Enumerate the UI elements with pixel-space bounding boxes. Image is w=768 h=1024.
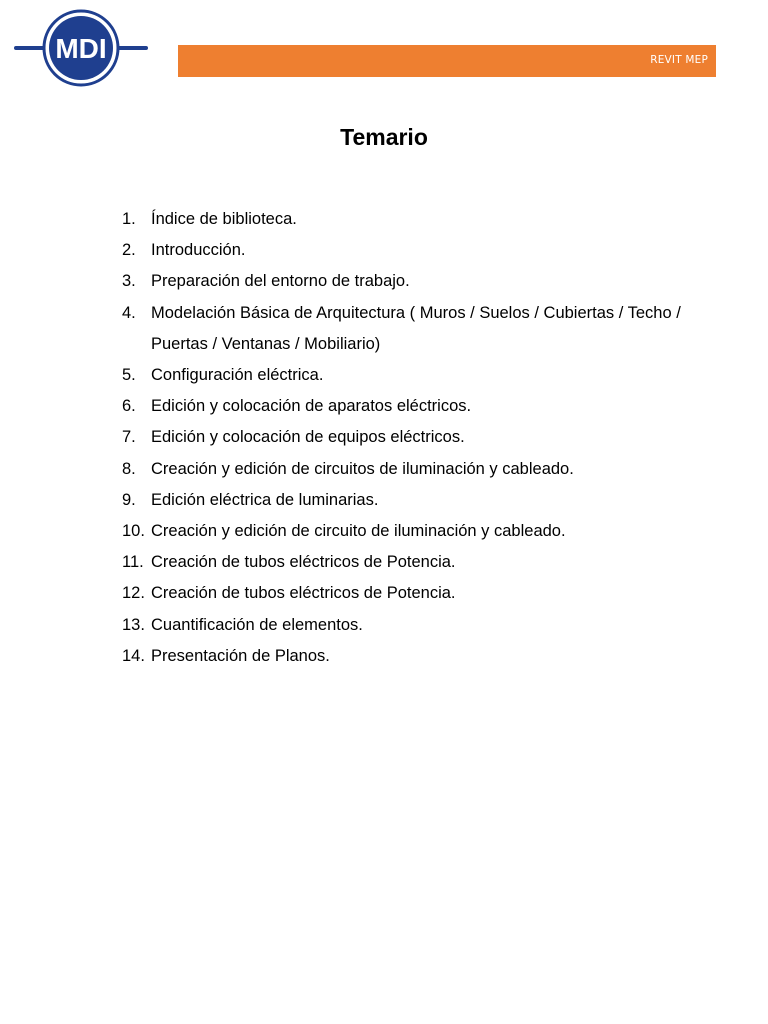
- item-text: Modelación Básica de Arquitectura ( Muros / Suelos / Cubiertas / Techo / Puertas / Ventanas / Mobiliario): [151, 303, 681, 353]
- list-item: [122, 204, 682, 235]
- item-number: 5.: [122, 366, 136, 385]
- list-item: [122, 235, 682, 266]
- page-title: Temario: [340, 124, 428, 150]
- list-item: [122, 454, 682, 485]
- list-item: [122, 610, 682, 641]
- item-number: 2.: [122, 241, 136, 260]
- item-number: 13.: [122, 615, 145, 634]
- item-number: 1.: [122, 210, 136, 228]
- item-number: 7.: [122, 428, 136, 447]
- item-text: Creación de tubos eléctricos de Potencia.: [151, 584, 456, 603]
- syllabus-list: [122, 204, 682, 672]
- list-item: [122, 360, 682, 391]
- list-item: [122, 641, 682, 672]
- list-item: [122, 547, 682, 578]
- item-number: 4.: [122, 303, 136, 322]
- list-item: [122, 266, 682, 297]
- item-text: Creación y edición de circuito de iluminación y cableado.: [151, 522, 566, 541]
- list-item: [122, 578, 682, 609]
- item-number: 14.: [122, 646, 145, 665]
- mdi-logo: [14, 8, 148, 94]
- item-number: 8.: [122, 459, 136, 478]
- item-number: 9.: [122, 490, 136, 509]
- list-item: [122, 391, 682, 422]
- item-text: Preparación del entorno de trabajo.: [151, 272, 410, 291]
- header-bar: [178, 45, 716, 77]
- item-number: 12.: [122, 584, 145, 603]
- item-text: Edición y colocación de equipos eléctricos.: [151, 428, 465, 447]
- mdi-logo-graphic: [14, 8, 148, 94]
- item-text: Creación y edición de circuitos de iluminación y cableado.: [151, 459, 574, 478]
- item-number: 3.: [122, 272, 136, 291]
- list-item: [122, 422, 682, 453]
- list-item: [122, 298, 682, 360]
- item-text: Creación de tubos eléctricos de Potencia.: [151, 553, 456, 572]
- item-text: Edición eléctrica de luminarias.: [151, 490, 379, 509]
- item-number: 10.: [122, 522, 145, 541]
- list-item: [122, 516, 682, 547]
- item-text: Configuración eléctrica.: [151, 366, 324, 385]
- item-text: Introducción.: [151, 241, 246, 260]
- item-text: Presentación de Planos.: [151, 646, 330, 665]
- item-text: Cuantificación de elementos.: [151, 615, 363, 634]
- item-text: Índice de biblioteca.: [151, 210, 297, 228]
- list-item: [122, 485, 682, 516]
- item-number: 11.: [122, 553, 144, 572]
- item-text: Edición y colocación de aparatos eléctricos.: [151, 397, 472, 416]
- item-number: 6.: [122, 397, 136, 416]
- logo-text: MDI: [55, 33, 107, 64]
- header-label: REVIT MEP: [650, 54, 708, 66]
